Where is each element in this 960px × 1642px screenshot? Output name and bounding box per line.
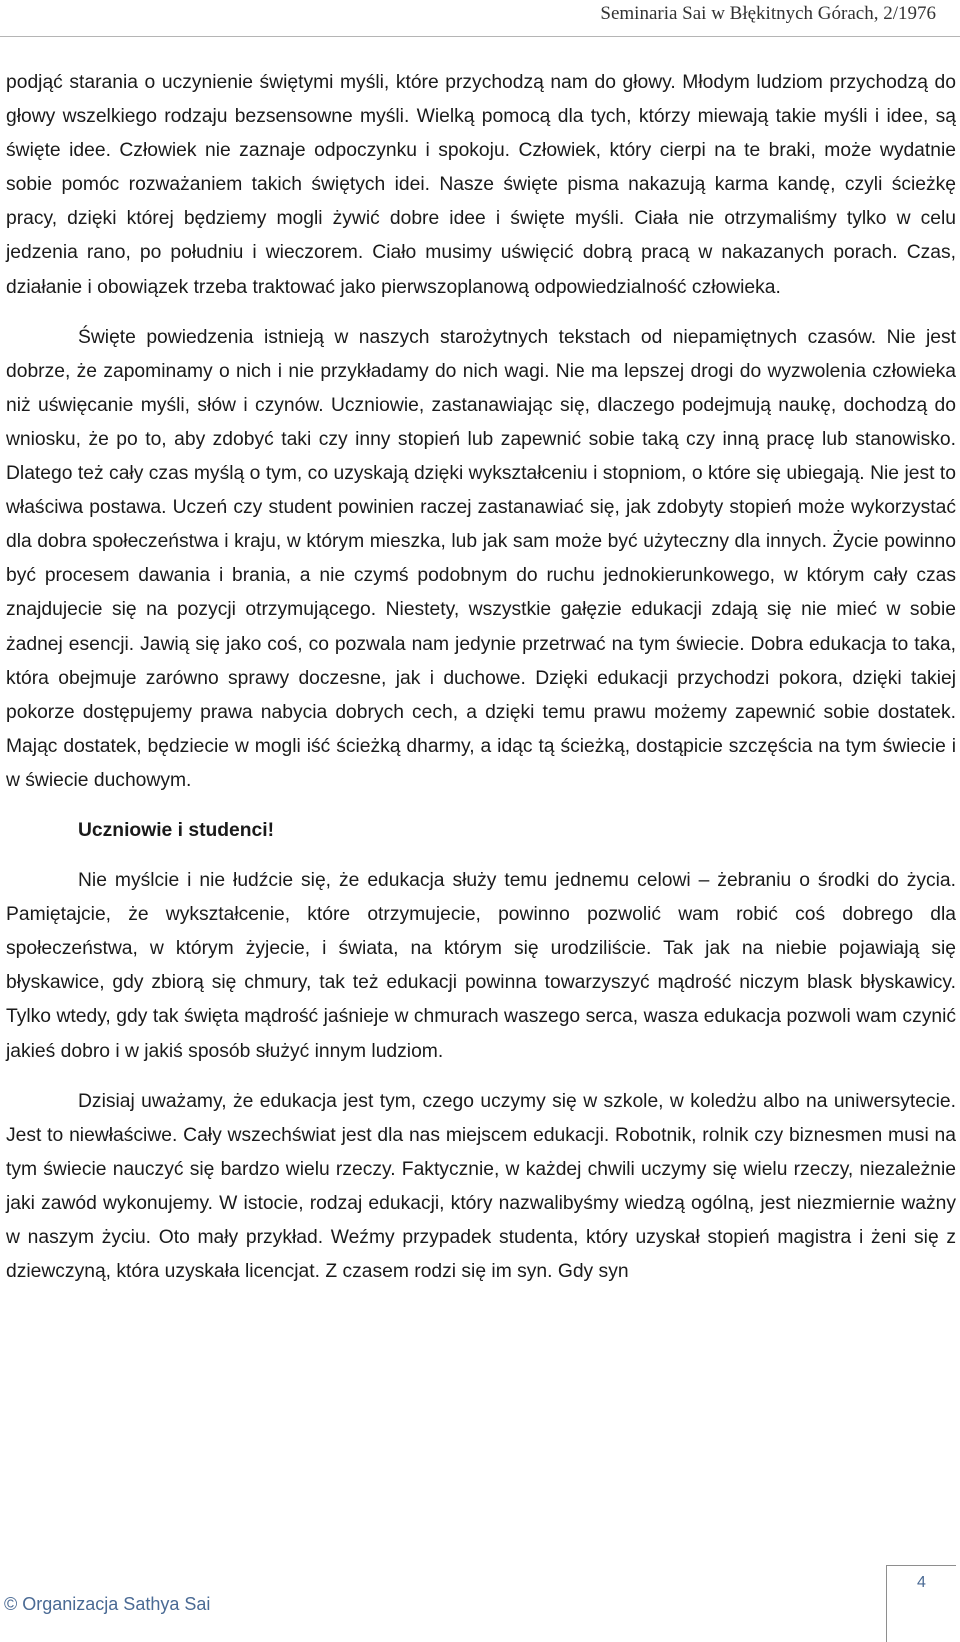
paragraph: Święte powiedzenia istnieją w naszych starożytnych tekstach od niepamiętnych czasów. Nie jest dobrze, że zapominamy o nich i nie przykładamy do nich wagi. Nie ma lepszej drogi do wyzwolenia człowieka niż uświęcanie myśli, słów i czynów. Uczniowie, zastanawiając się, dlaczego podejmują naukę, dochodzą do wniosku, że po to, aby zdobyć taki czy inny stopień lub zapewnić sobie taką czy inną pracę lub stanowisko. Dlatego też cały czas myślą o tym, co uzyskają dzięki wykształceniu i stopniom, o które się ubiegają. Nie jest to właściwa postawa. Uczeń czy student powinien raczej zastanawiać się, jak zdobyty stopień może wykorzystać dla dobra społeczeństwa i kraju, w którym mieszka, lub jak sam może być użyteczny dla innych. Życie powinno być procesem dawania i brania, a nie czymś podobnym do ruchu jednokierunkowego, w którym cały czas znajdujecie się na pozycji otrzymującego. Niestety, wszystkie gałęzie edukacji zdają się nie mieć w sobie żadnej esencji. Jawią się jako coś, co pozwala nam jedynie przetrwać na tym świecie. Dobra edukacja to taka, która obejmuje zarówno sprawy doczesne, jak i duchowe. Dzięki edukacji przychodzi pokora, dzięki takiej pokorze dostępujemy prawa nabycia dobrych cech, a dzięki temu prawu możemy zapewnić sobie dostatek. Mając dostatek, będziecie w mogli iść ścieżką dharmy, a idąc tą ścieżką, dostąpicie szczęścia na tym świecie i w świecie duchowym.: [6, 326, 956, 791]
page-number-box: [886, 1565, 956, 1642]
document-body: [6, 66, 956, 1305]
footer-copyright: © Organizacja Sathya Sai: [4, 1594, 211, 1614]
paragraph: Dzisiaj uważamy, że edukacja jest tym, czego uczymy się w szkole, w koledżu albo na uniwersytecie. Jest to niewłaściwe. Cały wszechświat jest dla nas miejscem edukacji. Robotnik, rolnik czy biznesmen musi na tym świecie nauczyć się bardzo wielu rzeczy. Faktycznie, w każdej chwili uczymy się wielu rzeczy, niezależnie jaki zawód wykonujemy. W istocie, rodzaj edukacji, który nazwalibyśmy wiedzą ogólną, jest niezmiernie ważny w naszym życiu. Oto mały przykład. Weźmy przypadek studenta, który uzyskał stopień magistra i żeni się z dziewczyną, która uzyskała licencjat. Z czasem rodzi się im syn. Gdy syn: [6, 1090, 956, 1283]
page-number: 4: [917, 1574, 926, 1591]
paragraph-continuation: podjąć starania o uczynienie świętymi myśli, które przychodzą nam do głowy. Młodym ludziom przychodzą do głowy wszelkiego rodzaju bezsensowne myśli. Wielką pomocą dla tych, którzy miewają takie myśli i idee, są święte idee. Człowiek nie zaznaje odpoczynku i spokoju. Człowiek, który cierpi na te braki, może wydatnie sobie pomóc rozważaniem takich świętych idei. Nasze święte pisma nakazują karma kandę, czyli ścieżkę pracy, dzięki której będziemy mogli żywić dobre idee i święte myśli. Ciała nie otrzymaliśmy tylko w celu jedzenia rano, po południu i wieczorem. Ciało musimy uświęcić dobrą pracą w nakazanych porach. Czas, działanie i obowiązek trzeba traktować jako pierwszoplanową odpowiedzialność człowieka.: [6, 72, 956, 298]
header-divider: [0, 36, 960, 37]
running-header: Seminaria Sai w Błękitnych Górach, 2/1976: [600, 3, 936, 24]
paragraph: Nie myślcie i nie łudźcie się, że edukacja służy temu jednemu celowi – żebraniu o środki do życia. Pamiętajcie, że wykształcenie, które otrzymujecie, powinno pozwolić wam robić coś dobrego dla społeczeństwa, w którym żyjecie, i świata, na którym się urodziliście. Tak jak na niebie pojawiają się błyskawice, gdy zbiorą się chmury, tak też edukacji powinna towarzyszyć mądrość niczym blask błyskawicy. Tylko wtedy, gdy tak święta mądrość jaśnieje w chmurach waszego serca, wasza edukacja pozwoli wam czynić jakieś dobro i w jakiś sposób służyć innym ludziom.: [6, 870, 956, 1062]
section-heading: Uczniowie i studenci!: [78, 819, 275, 841]
